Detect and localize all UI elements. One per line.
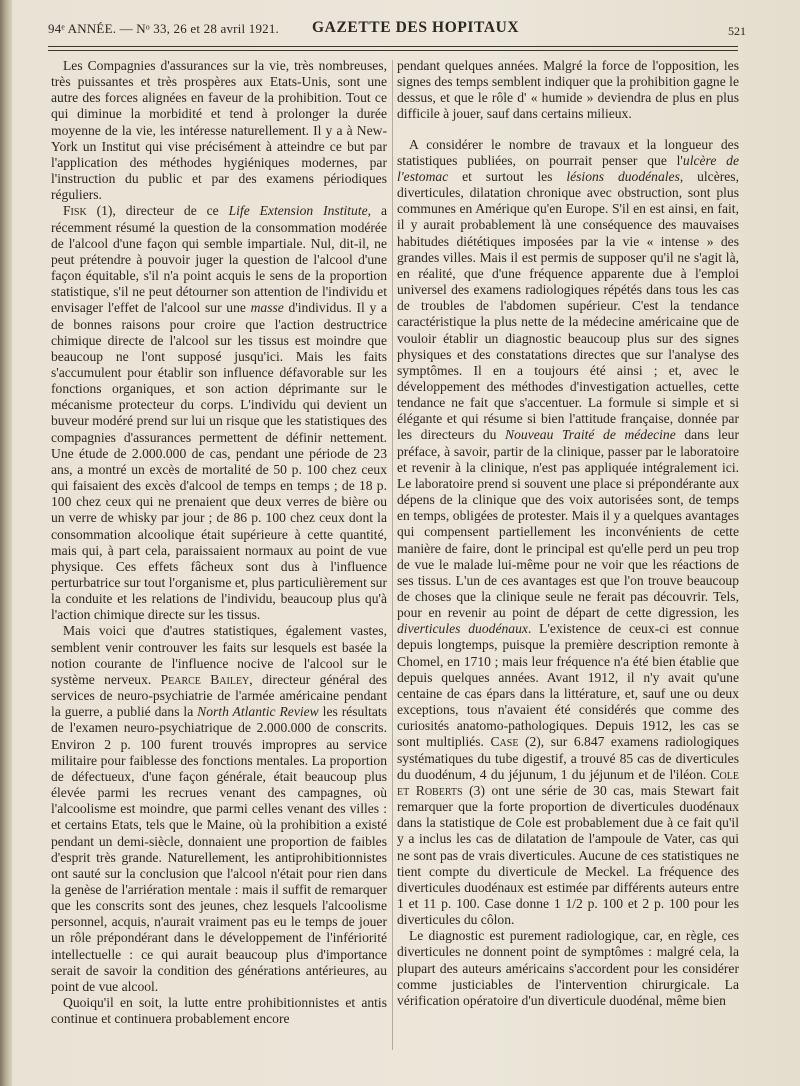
issue-line: 94ᵉ ANNÉE. — Nᵒ 33, 26 et 28 avril 1921. <box>48 21 279 36</box>
paragraph-text: . L'existence de ceux-ci est connue depuis longtemps, puisque la première description remonte à Chomel, en 1710 ; mais leur fréquence n'a été bien établie que depuis quelques années. Avant 1912, il n'y avait qu'une centaine de cas épars dans la littérature, et, sauf une ou deux exceptions, tous n'avaient été considérés que comme des curiosités anatomo-pathologiques. Depuis 1912, les cas se sont multipliés. <box>397 621 739 750</box>
author-name: Cole et Roberts <box>397 766 739 798</box>
paragraph-text: Les Compagnies d'assurances sur la vie, très nombreuses, très puissantes et très prospères aux Etats-Unis, sont une autre des forces alignées en faveur de la prohibition. Tout ce qui diminue la morbidité et tend à prolonger la durée moyenne de la vie, les intéresse naturellement. Il y a à New-York un Institut qui vise précisément à atteindre ce but par l'application des méthodes hygiéniques modernes, par l'instruction du public et par des examens périodiques réguliers. <box>51 58 387 203</box>
column-divider <box>392 60 393 1050</box>
paragraph-text: Le diagnostic est purement radiologique, car, en règle, ces diverticules ne donnent point de symptômes : malgré cela, la plupart des auteurs américains s'accordent pour les considérer comme justiciables de l'intervention chirurgicale. La vérification opératoire d'un diverticule duodénal, même bien <box>397 928 739 1008</box>
header-rule-bottom <box>48 50 738 51</box>
emphasis: masse <box>250 300 284 316</box>
author-name: Fisk <box>63 203 87 219</box>
paragraph-text: , ulcères, diverticules, dilatation chronique avec obstruction, sont plus communes en Amérique qu'en Europe. S'il en est ainsi, en fait, il y aurait probablement là une conséquence des mauvaises habitudes diététiques imposées par la vie « intense » des grandes villes. Mais il est permis de supposer qu'il ne s'agit là, en réalité, que d'une fréquence apparente due à l'emploi universel des examens radiologiques répétés dans tous les cas de troubles de l'abdomen supérieur. C'est la tendance caractéristique la plus nette de la médecine américaine que de vouloir établir un diagnostic beaucoup plus sur des signes physiques et des constatations directes que sur l'analyse des symptômes. Il en a toujours été ainsi ; et, avec le développement des méthodes d'investigation actuelles, cette tendance ne fait que s'accentuer. La formule si simple et si élégante et qui résume si bien l'attitude française, donnée par les directeurs du <box>397 168 739 443</box>
paragraph <box>397 928 739 1009</box>
paragraph-text: et surtout les <box>448 168 567 184</box>
emphasis: ulcère de l'estomac <box>397 152 739 184</box>
journal-title: GAZETTE DES HOPITAUX <box>312 19 520 36</box>
paragraph-text: (3) ont une série de 30 cas, mais Stewart fait remarquer que la forte proportion de diverticules duodénaux dans la statistique de Cole est probablement due à ce fait qu'il y a inclus les cas de dilatation de l'ampoule de Vater, cas qui ne sont pas de vrais diverticules. Aucune de ces statistiques ne tient compte du diverticule de Meckel. La fréquence des diverticules duodénaux est estimée par différents auteurs entre 1 et 11 p. 100. Case donne 1 1/2 p. 100 et 2 p. 100 pour les diverticules du côlon. <box>397 782 739 928</box>
paragraph <box>397 137 739 929</box>
author-name: Case <box>490 734 519 750</box>
paragraph-text: (2), sur 6.847 examens radiologiques systématiques du tube digestif, a trouvé 85 cas de diverticules du duodénum, 4 du jéjunum, 1 du jéjunum et de l'iléon. <box>397 734 740 782</box>
paragraph <box>51 623 387 995</box>
paragraph-text: pendant quelques années. Malgré la force de l'opposition, les signes des temps semblent indiquer que la prohibition gagne le dessus, et que le rôle d' « humide » deviendra de plus en plus difficile à jouer, sauf dans certains milieux. <box>397 58 739 122</box>
emphasis: diverticules duodénaux <box>397 621 528 637</box>
paragraph <box>51 58 387 203</box>
paragraph-text: A considérer le nombre de travaux et la longueur des statistiques publiées, on pourrait penser que l' <box>397 136 739 168</box>
emphasis: lésions duodénales <box>566 168 680 184</box>
publication-title: North Atlantic Review <box>197 704 319 720</box>
header-rule-top <box>48 46 738 47</box>
paragraph-text: Mais voici que d'autres statistiques, également vastes, semblent venir controuver les faits sur lesquels est basée la notion courante de l'influence nocive de l'alcool sur le système nerveux. <box>51 623 387 687</box>
page-number: 521 <box>728 24 746 38</box>
running-header <box>40 18 746 40</box>
paragraph <box>51 995 387 1027</box>
publication-title: Nouveau Traité de médecine <box>505 427 676 443</box>
paragraph-text: dans leur préface, à savoir, partir de la clinique, passer par le laboratoire et revenir à la clinique, n'est pas appliquée intégralement ici. Le laboratoire prend si souvent une place si prépondérante aux dépens de la clinique que des voix autorisées sont, de temps en temps, obligées de protester. Mais il y a quelques avantages qui compensent partiellement les inconvénients de cette manière de faire, dont le principal est qu'elle perd un peu trop de vue le malade lui-même pour ne voir que les réactions de ses tissus. L'un de ces avantages est que l'on trouve beaucoup de choses que la clinique seule ne ferait pas découvrir. Tels, pour en revenir au point de départ de cette digression, les <box>397 427 739 621</box>
author-name: Pearce Bailey <box>160 671 250 687</box>
paragraph-text: d'individus. Il y a de bonnes raisons pour croire que l'action destructrice chimique directe de l'alcool sur les tissus est moindre que beaucoup ne l'ont supposé jusqu'ici. Mais les faits s'accumulent pour établir son influence défavorable sur les fonctions organiques, et son action déprimante sur le mécanisme protecteur du corps. L'individu qui devient un buveur modéré prend sur lui un risque que les statistiques des compagnies d'assurances permettent de définir nettement. Une étude de 2.000.000 de cas, pendant une période de 23 ans, a montré un excès de mortalité de 50 p. 100 chez ceux qui faisaient des excès d'alcool de temps en temps ; de 18 p. 100 chez ceux qui ne prenaient que deux verres de bière ou un verre de whisky par jour ; de 86 p. 100 chez ceux dont la consommation alcoolique était supérieure à cette quantité, mais qui, à part cela, paraissaient normaux au point de vue physique. Ces effets fâcheux sont dus à l'influence perturbatrice sur tout l'organisme et, plus particulièrement sur la conduite et les relations de l'individu, beaucoup plus qu'à l'action chimique directe sur les tissus. <box>51 300 387 623</box>
paragraph-text: , directeur général des services de neuro-psychiatrie de l'armée américaine pendant la guerre, a publié dans la <box>51 671 387 720</box>
paragraph <box>51 203 387 623</box>
paragraph-text: Quoiqu'il en soit, la lutte entre prohibitionnistes et antis continue et continuera probablement encore <box>51 995 387 1027</box>
right-column <box>397 58 739 1009</box>
page-binding-shadow <box>0 0 12 1086</box>
paragraph <box>397 58 739 123</box>
paragraph-text: (1), directeur de ce <box>86 203 229 219</box>
paragraph-text: , a récemment résumé la question de la consommation modérée de l'alcool d'une façon qui semble impartiale. Nul, dit-il, ne peut prétendre à pouvoir juger la question de l'alcool d'une façon équitable, s'il n'a point acquis le sens de la proportion statistique, s'il ne peut détourner son attention de l'individu et envisager l'effet de l'alcool sur une <box>51 203 387 316</box>
paragraph-text: les résultats de l'examen neuro-psychiatrique de 2.000.000 de conscrits. Environ 2 p. 100 furent trouvés impropres au service militaire pour faiblesse des fonctions mentales. La proportion de défectueux, d'une façon générale, était beaucoup plus élevée parmi les recrues venant des campagnes, où l'alcoolisme est moindre, que parmi celles venant des villes : et certains Etats, tels que le Maine, où la prohibition a existé pendant un demi-siècle, donnaient une proportion de faibles d'esprit très grande. Naturellement, les antiprohibitionnistes ont sauté sur la conclusion que l'alcool n'était pour rien dans la genèse de l'arriération mentale : mais il suffit de remarquer que les conscrits sont des jeunes, chez lesquels l'alcoolisme personnel, acquis, n'aurait vraiment pas eu le temps de jouer un rôle prépondérant dans le développement de l'infériorité intellectuelle : ce qui aurait beaucoup plus d'importance serait de savoir la condition des générations antérieures, au point de vue alcool. <box>51 704 387 994</box>
institute-name: Life Extension Institute <box>228 203 368 219</box>
left-column <box>51 58 387 1027</box>
